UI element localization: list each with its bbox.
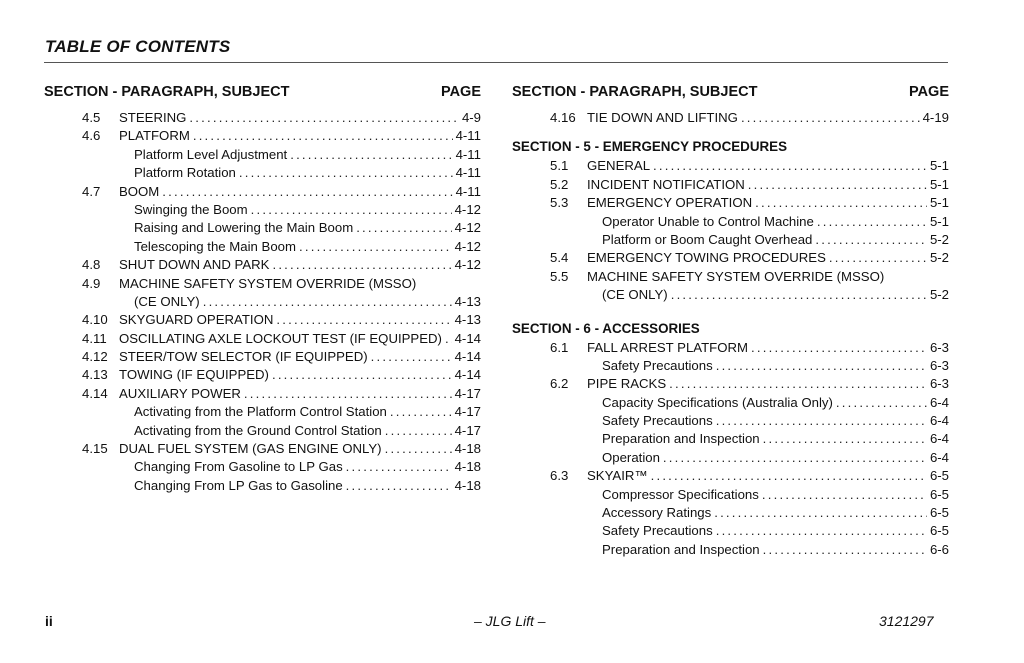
toc-entry[interactable] [512, 213, 949, 231]
toc-entry[interactable] [44, 440, 481, 458]
dot-leader [663, 449, 927, 467]
toc-entry-page: 5-2 [929, 287, 949, 303]
dot-leader [716, 357, 927, 375]
toc-entry-title: PLATFORM [119, 128, 190, 144]
toc-entry-title: Operator Unable to Control Machine [602, 213, 814, 229]
dot-leader [371, 348, 452, 366]
toc-entry-title: Raising and Lowering the Main Boom [134, 220, 354, 236]
toc-entry-page: 6-5 [929, 486, 949, 502]
toc-entry[interactable] [44, 293, 481, 311]
toc-entry-page: 6-4 [929, 394, 949, 410]
toc-entry-page: 4-17 [454, 422, 481, 438]
toc-entry-page: 5-1 [929, 176, 949, 192]
dot-leader [251, 201, 452, 219]
toc-entry-page: 6-5 [929, 523, 949, 539]
toc-entry[interactable] [512, 176, 949, 194]
dot-leader [346, 458, 452, 476]
dot-leader [272, 256, 451, 274]
toc-entry-title: (CE ONLY) [602, 287, 668, 303]
dot-leader [714, 504, 927, 522]
toc-entry[interactable] [44, 348, 481, 366]
toc-entry-number: 6.1 [550, 339, 569, 355]
footer-publisher: – JLG Lift – [474, 613, 546, 629]
toc-entry[interactable] [44, 219, 481, 237]
toc-entry[interactable] [44, 403, 481, 421]
toc-entry-number: 5.5 [550, 268, 569, 284]
toc-entry-title: Platform Level Adjustment [134, 146, 288, 162]
toc-entry-title: Operation [602, 449, 660, 465]
dot-leader [445, 330, 452, 348]
dot-leader [390, 403, 452, 421]
dot-leader [741, 109, 920, 127]
toc-list-left [44, 109, 481, 495]
dot-leader [755, 194, 927, 212]
toc-entry-page: 5-2 [929, 250, 949, 266]
toc-entry-page: 5-1 [929, 213, 949, 229]
toc-entry[interactable] [44, 366, 481, 384]
dot-leader [651, 467, 927, 485]
toc-entry-page: 4-11 [455, 128, 481, 144]
dot-leader [763, 541, 927, 559]
toc-entry-number: 4.6 [82, 128, 101, 144]
toc-entry-number: 4.5 [82, 110, 101, 125]
toc-entry-title: STEER/TOW SELECTOR (IF EQUIPPED) [119, 349, 368, 365]
toc-entry-title: Changing From LP Gas to Gasoline [134, 477, 343, 493]
toc-entry-page: 6-4 [929, 431, 949, 447]
dot-leader [716, 522, 927, 540]
toc-entry[interactable] [512, 486, 949, 504]
footer-page-number: ii [45, 613, 53, 629]
toc-entry[interactable] [512, 541, 949, 559]
toc-entry-title: FALL ARREST PLATFORM [587, 339, 748, 355]
toc-entry-page: 5-1 [929, 195, 949, 211]
toc-entry-page: 4-11 [455, 165, 481, 181]
toc-entry[interactable] [44, 422, 481, 440]
toc-entry-page: 6-6 [929, 541, 949, 557]
toc-entry[interactable] [512, 194, 949, 212]
dot-leader [671, 286, 927, 304]
toc-entry[interactable] [512, 268, 949, 286]
toc-entry-number: 4.11 [82, 330, 107, 346]
toc-entry[interactable] [44, 477, 481, 495]
toc-entry-title: INCIDENT NOTIFICATION [587, 176, 745, 192]
toc-entry-title: Activating from the Platform Control Station [134, 404, 387, 420]
toc-entry-title: STEERING [119, 110, 187, 125]
dot-leader [193, 127, 453, 145]
toc-entry[interactable] [44, 330, 481, 348]
dot-leader [239, 164, 453, 182]
dot-leader [385, 422, 452, 440]
toc-entry-page: 4-12 [454, 238, 481, 254]
toc-entry-page: 4-18 [454, 459, 481, 475]
toc-entry-title: SHUT DOWN AND PARK [119, 257, 270, 273]
toc-entry-page: 4-9 [461, 110, 481, 125]
dot-leader [748, 176, 927, 194]
dot-leader [653, 157, 927, 175]
toc-entry[interactable] [512, 394, 949, 412]
dot-leader [762, 486, 927, 504]
toc-entry-page: 4-12 [454, 220, 481, 236]
toc-entry-title: Activating from the Ground Control Station [134, 422, 382, 438]
column-header-subject: SECTION - PARAGRAPH, SUBJECT [512, 84, 758, 100]
toc-entry-page: 4-12 [454, 257, 481, 273]
toc-entry-title: Preparation and Inspection [602, 541, 760, 557]
toc-entry-page: 6-4 [929, 449, 949, 465]
toc-entry-title: DUAL FUEL SYSTEM (GAS ENGINE ONLY) [119, 441, 382, 457]
toc-entry[interactable] [512, 231, 949, 249]
toc-entry[interactable] [44, 458, 481, 476]
toc-entry[interactable] [44, 127, 481, 145]
section-6-heading[interactable]: SECTION - 6 - ACCESSORIES [512, 320, 700, 336]
section-5-heading[interactable]: SECTION - 5 - EMERGENCY PROCEDURES [512, 139, 788, 155]
toc-entry-page: 4-14 [454, 330, 481, 346]
toc-entry[interactable] [512, 467, 949, 485]
toc-entry-number: 4.15 [82, 441, 108, 457]
toc-entry-page: 4-17 [454, 404, 481, 420]
toc-entry-number: 5.3 [550, 195, 569, 211]
toc-entry-number: 5.1 [550, 158, 569, 174]
toc-entry[interactable] [44, 146, 481, 164]
dot-leader [162, 183, 452, 201]
dot-leader [290, 146, 452, 164]
toc-entry-title: Swinging the Boom [134, 201, 248, 217]
toc-entry-title: SKYGUARD OPERATION [119, 312, 274, 328]
toc-entry[interactable] [512, 522, 949, 540]
page-title: TABLE OF CONTENTS [45, 37, 231, 56]
toc-entry-number: 6.2 [550, 376, 569, 392]
toc-entry[interactable] [512, 109, 949, 127]
toc-entry-number: 4.7 [82, 183, 101, 199]
toc-entry-title: Platform Rotation [134, 165, 236, 181]
dot-leader [276, 311, 451, 329]
toc-entry-number: 6.3 [550, 468, 569, 484]
toc-entry-title: Safety Precautions [602, 357, 713, 373]
toc-entry[interactable] [44, 109, 481, 127]
dot-leader [815, 231, 927, 249]
dot-leader [346, 477, 452, 495]
dot-leader [272, 366, 452, 384]
toc-entry-title: Accessory Ratings [602, 505, 712, 521]
column-header-left [44, 84, 481, 108]
toc-entry-page: 4-12 [454, 201, 481, 217]
dot-leader [836, 394, 927, 412]
title-divider [44, 62, 948, 63]
toc-entry-title: EMERGENCY TOWING PROCEDURES [587, 250, 826, 266]
toc-entry[interactable] [44, 256, 481, 274]
column-header-page: PAGE [440, 84, 481, 100]
column-header-page: PAGE [908, 84, 949, 100]
toc-entry[interactable] [44, 311, 481, 329]
toc-entry-title: OSCILLATING AXLE LOCKOUT TEST (IF EQUIPPED) [119, 330, 442, 346]
toc-entry-page: 4-13 [454, 293, 481, 309]
toc-list-right-top [512, 109, 949, 127]
footer-doc-number: 3121297 [879, 613, 934, 629]
toc-entry[interactable] [512, 357, 949, 375]
toc-entry[interactable] [512, 339, 949, 357]
dot-leader [716, 412, 927, 430]
toc-entry-page: 4-14 [454, 349, 481, 365]
toc-entry[interactable] [44, 275, 481, 293]
toc-entry-page: 4-13 [454, 312, 481, 328]
toc-entry-title: SKYAIR™ [587, 468, 648, 484]
toc-entry-page: 5-1 [929, 158, 949, 174]
toc-entry[interactable] [512, 449, 949, 467]
toc-entry-page: 6-3 [929, 339, 949, 355]
toc-entry-number: 4.10 [82, 312, 108, 328]
toc-entry-title: AUXILIARY POWER [119, 385, 241, 401]
toc-entry-page: 6-3 [929, 357, 949, 373]
dot-leader [763, 430, 927, 448]
toc-entry-page: 4-14 [454, 367, 481, 383]
toc-entry[interactable] [512, 157, 949, 175]
toc-entry-page: 4-17 [454, 385, 481, 401]
toc-entry-title: Capacity Specifications (Australia Only) [602, 394, 833, 410]
dot-leader [189, 109, 459, 127]
toc-entry-page: 6-3 [929, 376, 949, 392]
toc-entry-title: GENERAL [587, 158, 651, 174]
dot-leader [244, 385, 452, 403]
toc-entry-title: MACHINE SAFETY SYSTEM OVERRIDE (MSSO) [587, 268, 885, 284]
toc-entry-page: 4-11 [455, 146, 481, 162]
toc-entry[interactable] [512, 430, 949, 448]
toc-entry-title: Safety Precautions [602, 523, 713, 539]
toc-entry-page: 4-19 [922, 110, 949, 125]
toc-right-column [512, 84, 949, 559]
toc-entry-number: 4.8 [82, 257, 101, 273]
toc-list-section-5 [512, 157, 949, 304]
toc-entry-title: Platform or Boom Caught Overhead [602, 231, 813, 247]
toc-entry[interactable] [512, 412, 949, 430]
toc-entry-title: Telescoping the Main Boom [134, 238, 297, 254]
dot-leader [817, 213, 927, 231]
toc-entry-title: MACHINE SAFETY SYSTEM OVERRIDE (MSSO) [119, 275, 417, 291]
toc-entry[interactable] [44, 385, 481, 403]
toc-entry-title: Compressor Specifications [602, 486, 759, 502]
toc-entry-title: Changing From Gasoline to LP Gas [134, 459, 343, 475]
toc-entry-page: 4-18 [454, 441, 481, 457]
toc-entry-title: EMERGENCY OPERATION [587, 195, 753, 211]
toc-entry-title: TIE DOWN AND LIFTING [587, 110, 738, 125]
toc-entry-title: BOOM [119, 183, 160, 199]
toc-entry-title: TOWING (IF EQUIPPED) [119, 367, 269, 383]
toc-entry-title: (CE ONLY) [134, 293, 200, 309]
toc-list-section-6 [512, 339, 949, 560]
toc-entry-title: PIPE RACKS [587, 376, 667, 392]
dot-leader [385, 440, 452, 458]
toc-entry[interactable] [512, 504, 949, 522]
dot-leader [203, 293, 452, 311]
dot-leader [299, 238, 452, 256]
toc-entry[interactable] [44, 201, 481, 219]
toc-entry-page: 6-5 [929, 468, 949, 484]
toc-entry-page: 6-5 [929, 505, 949, 521]
toc-entry-number: 5.4 [550, 250, 569, 266]
toc-entry[interactable] [44, 238, 481, 256]
toc-entry-page: 4-18 [454, 477, 481, 493]
column-header-right [512, 84, 949, 108]
column-header-subject: SECTION - PARAGRAPH, SUBJECT [44, 84, 290, 100]
dot-leader [829, 249, 927, 267]
toc-entry-title: Preparation and Inspection [602, 431, 760, 447]
toc-entry-number: 4.9 [82, 275, 101, 291]
toc-entry[interactable] [44, 183, 481, 201]
toc-entry-number: 4.16 [550, 110, 576, 125]
toc-entry[interactable] [512, 249, 949, 267]
toc-entry[interactable] [44, 164, 481, 182]
dot-leader [751, 339, 927, 357]
toc-entry-page: 5-2 [929, 231, 949, 247]
toc-entry-title: Safety Precautions [602, 413, 713, 429]
toc-entry-page: 6-4 [929, 413, 949, 429]
toc-left-column [44, 84, 481, 495]
toc-entry[interactable] [512, 286, 949, 304]
toc-entry-number: 4.13 [82, 367, 108, 383]
toc-entry-page: 4-11 [455, 183, 481, 199]
dot-leader [669, 375, 927, 393]
toc-entry[interactable] [512, 375, 949, 393]
dot-leader [356, 219, 451, 237]
toc-entry-number: 4.12 [82, 349, 108, 365]
toc-entry-number: 4.14 [82, 385, 108, 401]
toc-entry-number: 5.2 [550, 176, 569, 192]
